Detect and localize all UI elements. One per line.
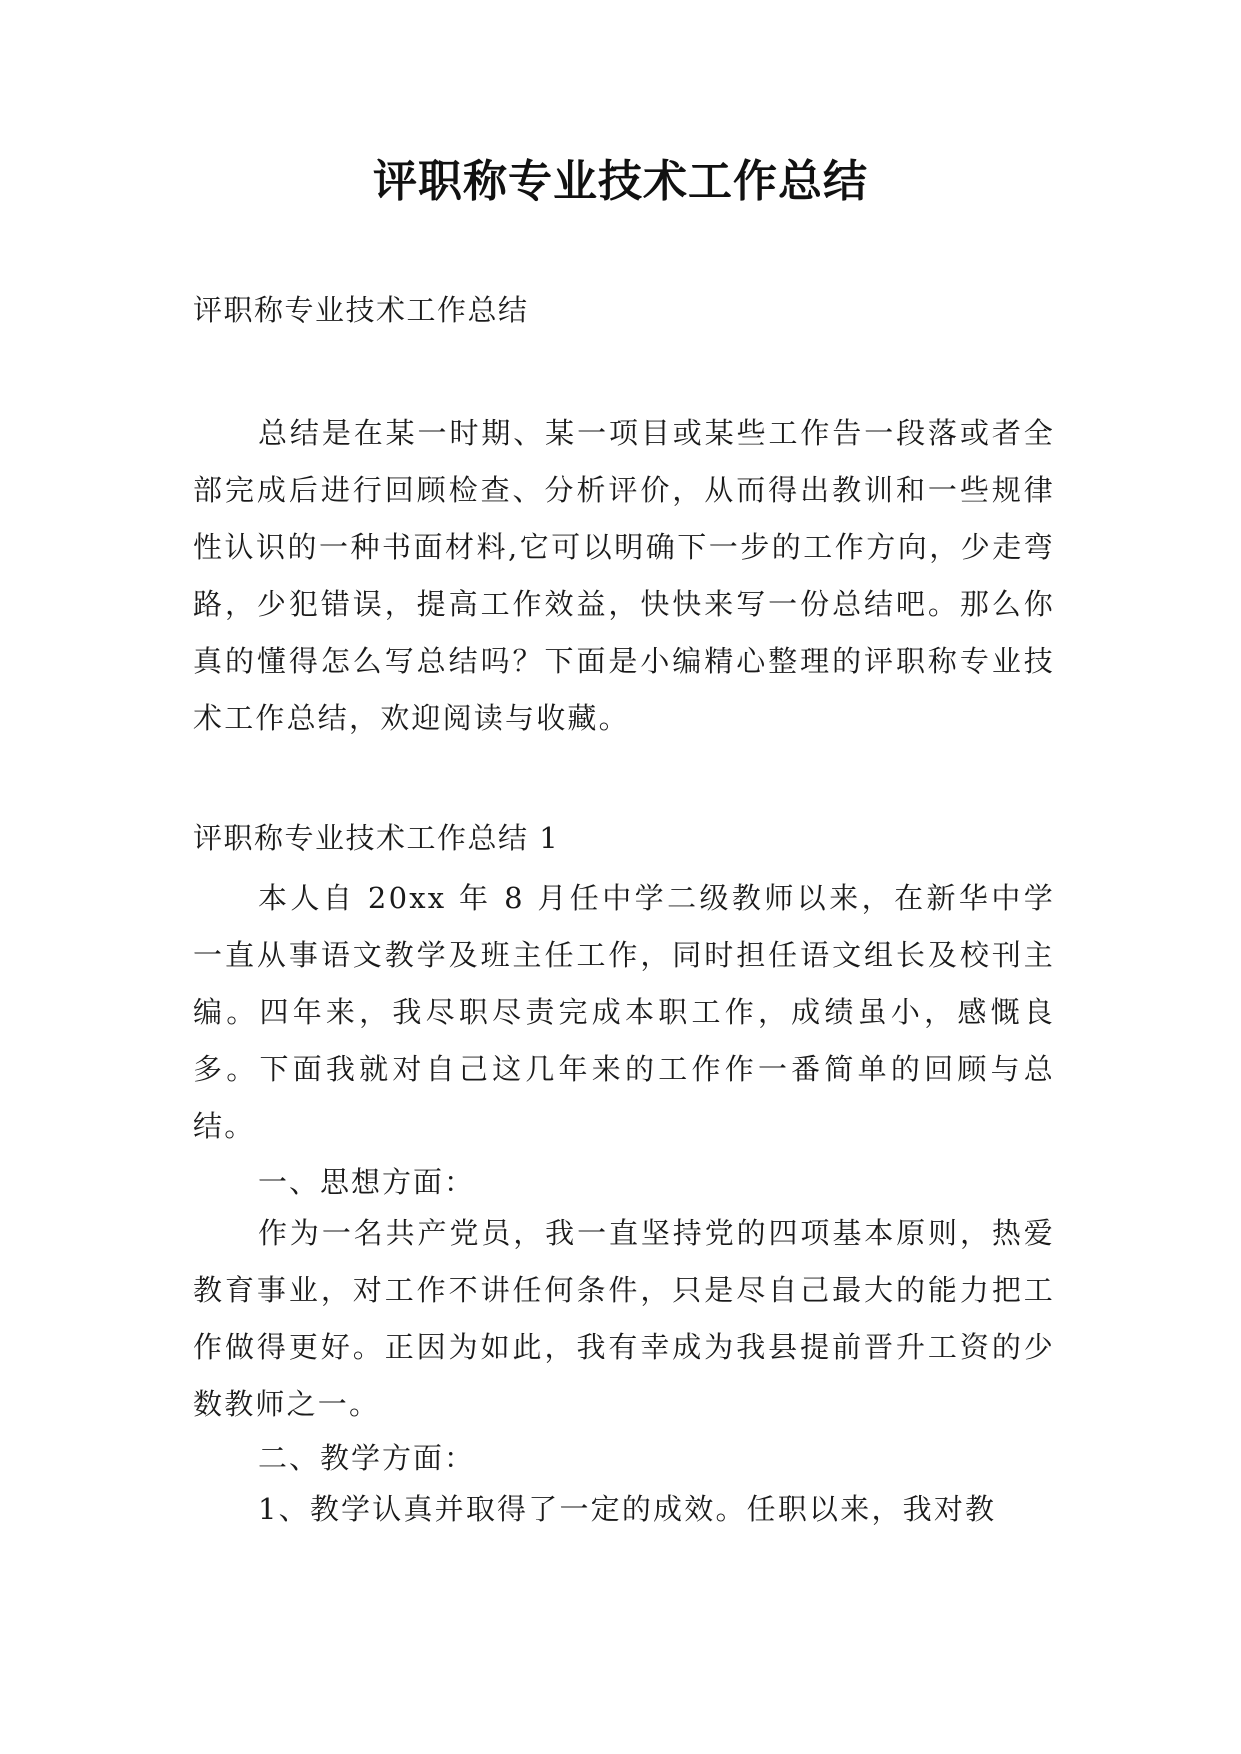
- intro-paragraph: 总结是在某一时期、某一项目或某些工作告一段落或者全部完成后进行回顾检查、分析评价，从而得出教训和一些规律性认识的一种书面材料,它可以明确下一步的工作方向，少走弯路，少犯错误，提高工作效益，快快来写一份总结吧。那么你真的懂得怎么写总结吗？下面是小编精心整理的评职称专业技术工作总结，欢迎阅读与收藏。: [193, 416, 1055, 735]
- document-title: 评职称专业技术工作总结: [373, 156, 868, 207]
- thought-paragraph: 作为一名共产党员，我一直坚持党的四项基本原则，热爱教育事业，对工作不讲任何条件，只是尽自己最大的能力把工作做得更好。正因为如此，我有幸成为我县提前晋升工资的少数教师之一。: [193, 1216, 1055, 1421]
- self-intro-paragraph: 本人自 20xx 年 8 月任中学二级教师以来，在新华中学一直从事语文教学及班主任工作，同时担任语文组长及校刊主编。四年来，我尽职尽责完成本职工作，成绩虽小，感慨良多。下面我就对自己这几年来的工作作一番简单的回顾与总结。: [193, 881, 1055, 1143]
- heading-thought: 一、思想方面：: [258, 1165, 476, 1199]
- section-title: 评职称专业技术工作总结 1: [193, 821, 560, 855]
- teaching-paragraph: 1、教学认真并取得了一定的成效。任职以来，我对教: [258, 1492, 997, 1526]
- document-subtitle: 评职称专业技术工作总结: [193, 293, 529, 327]
- heading-teaching: 二、教学方面：: [258, 1441, 476, 1475]
